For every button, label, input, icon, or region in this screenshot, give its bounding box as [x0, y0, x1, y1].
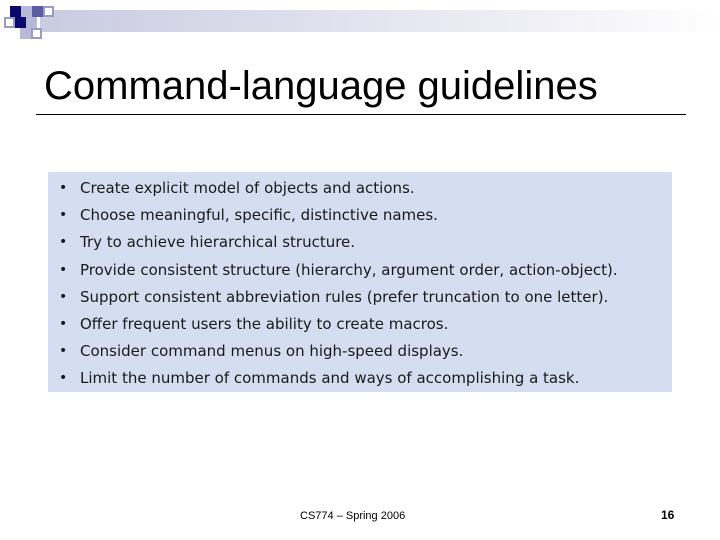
decorative-square — [32, 6, 43, 17]
guideline-text: Offer frequent users the ability to create macros. — [80, 314, 449, 333]
footer-course-label: CS774 – Spring 2006 — [300, 510, 406, 522]
guideline-item — [58, 229, 672, 256]
guidelines-box — [48, 172, 672, 392]
guideline-text: Create explicit model of objects and actions. — [80, 179, 415, 197]
guideline-text: Choose meaningful, specific, distinctive names. — [80, 206, 438, 225]
guideline-item — [58, 284, 672, 311]
title-underline — [36, 114, 686, 115]
decorative-square — [21, 6, 32, 17]
guidelines-list — [58, 175, 672, 393]
decorative-square — [43, 6, 54, 17]
guideline-text: Provide consistent structure (hierarchy, argument order, action-object). — [80, 260, 618, 279]
bullet-icon: • — [59, 288, 68, 305]
guideline-item — [58, 175, 672, 202]
decorative-square — [4, 17, 15, 28]
guideline-item — [58, 338, 672, 365]
bullet-icon: • — [59, 343, 68, 360]
bullet-icon: • — [59, 261, 68, 278]
guideline-item — [58, 311, 672, 338]
decorative-header-strip — [40, 10, 720, 32]
bullet-icon: • — [59, 207, 68, 224]
page-number: 16 — [661, 508, 675, 522]
decorative-square — [20, 28, 31, 39]
decorative-square — [26, 17, 37, 28]
guideline-item — [58, 257, 672, 284]
decorative-square — [15, 17, 26, 28]
guideline-item — [58, 365, 672, 392]
bullet-icon: • — [59, 234, 68, 251]
decorative-square — [10, 6, 21, 17]
guideline-text: Support consistent abbreviation rules (prefer truncation to one letter). — [80, 287, 609, 306]
bullet-icon: • — [59, 315, 68, 332]
guideline-text: Limit the number of commands and ways of accomplishing a task. — [80, 369, 580, 388]
bullet-icon: • — [59, 180, 68, 196]
decorative-square — [31, 28, 42, 39]
guideline-text: Try to achieve hierarchical structure. — [80, 233, 356, 252]
slide-title: Command-language guidelines — [44, 64, 598, 108]
decorative-squares — [0, 0, 60, 50]
guideline-text: Consider command menus on high-speed displays. — [80, 342, 464, 361]
guideline-item — [58, 202, 672, 229]
bullet-icon: • — [59, 370, 68, 387]
